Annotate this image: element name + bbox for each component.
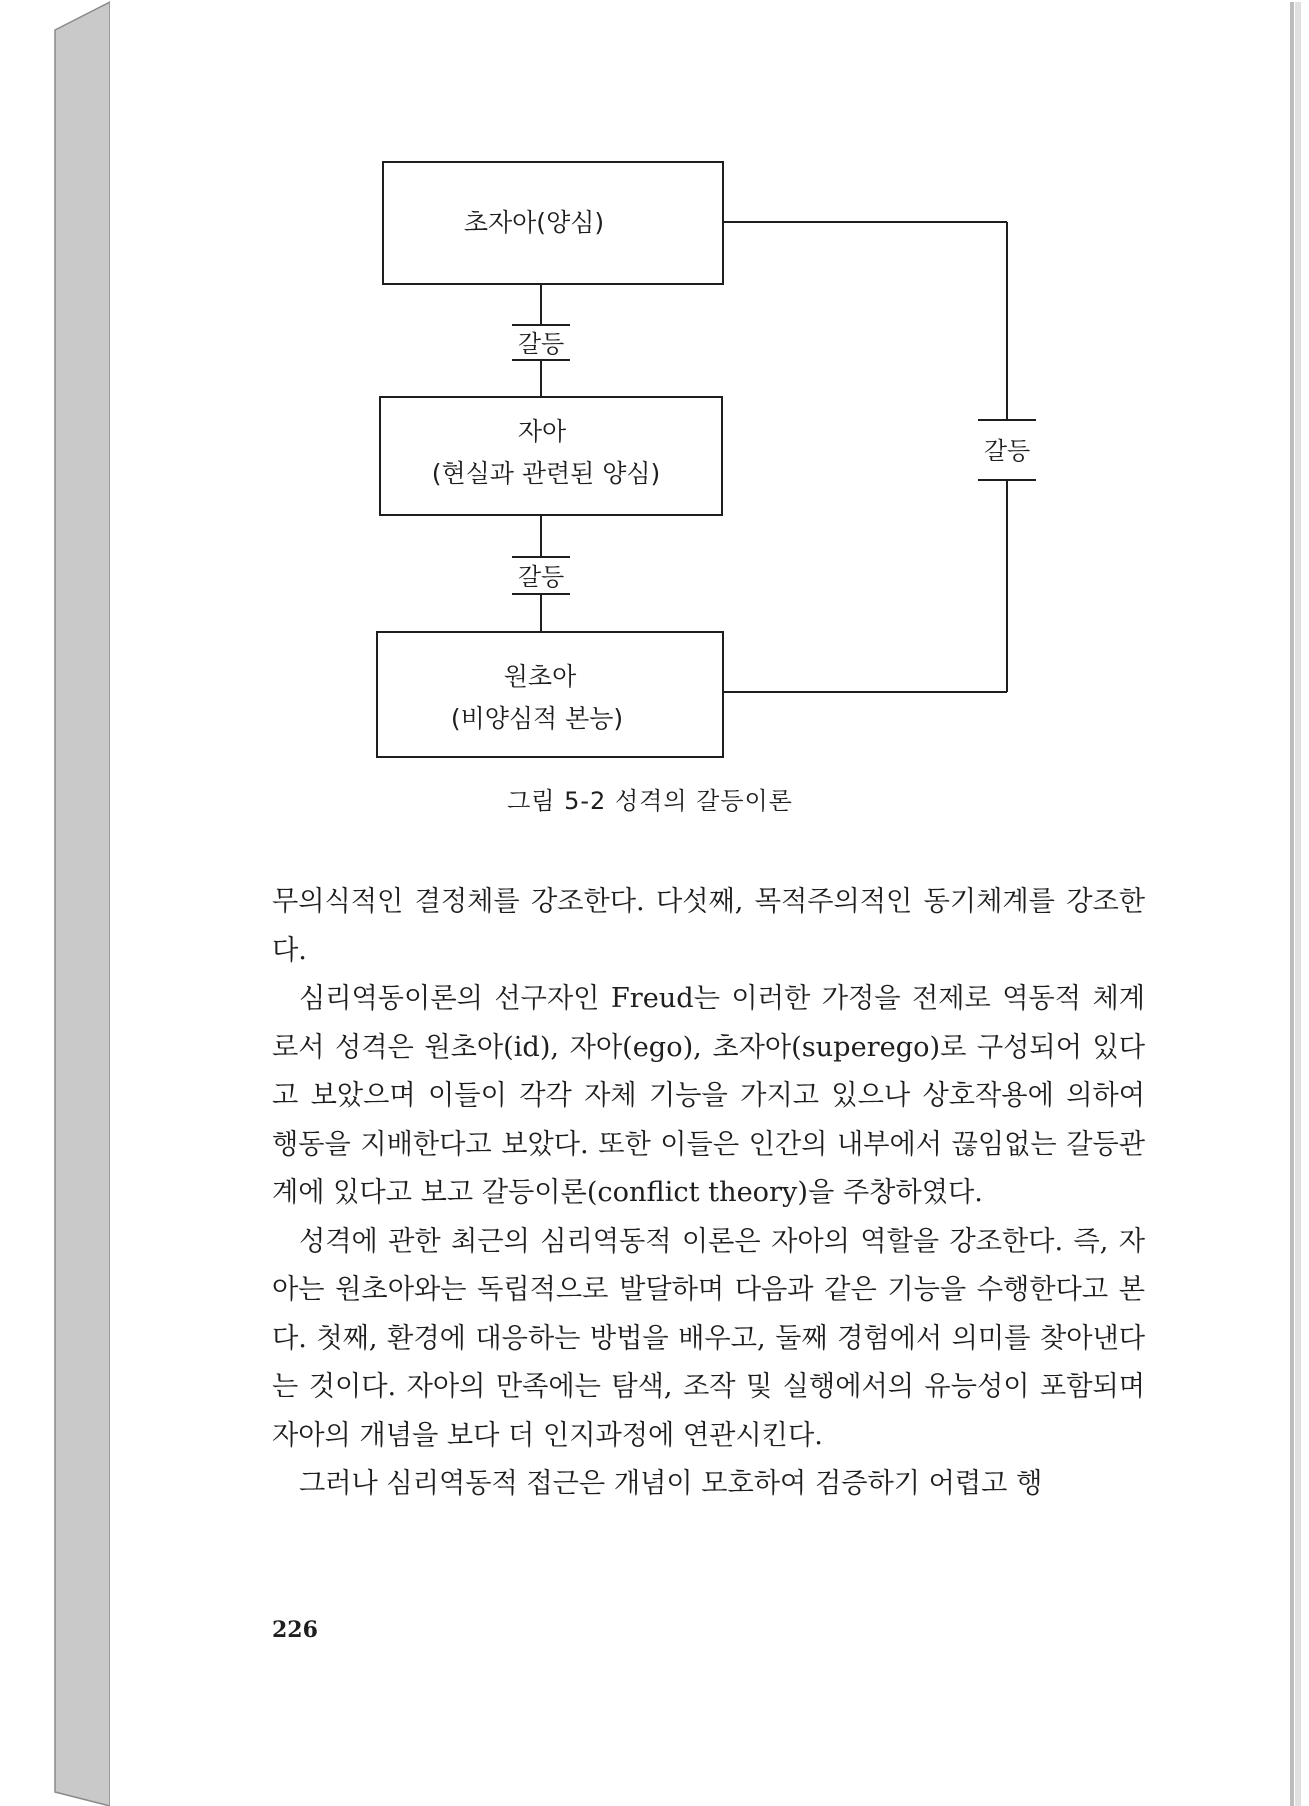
paragraph: 무의식적인 결정체를 강조한다. 다섯째, 목적주의적인 동기체계를 강조한다. — [272, 886, 1145, 966]
paragraph: 성격에 관한 최근의 심리역동적 이론은 자아의 역할을 강조한다. 즉, 자아는 원초아와는 독립적으로 발달하며 다음과 같은 기능을 수행한다고 본다. 첫째, 환경에 대응하는 방법을 배우고, 둘째 경험에서 의미를 찾아낸다는 것이다. 자아의 만족에는 탐색, 조작 및 실행에서의 유능성이 포함되며 자아의 개념을 보다 더 인지과정에 연관시킨다. — [272, 1225, 1145, 1451]
superego-label: 초자아(양심) — [463, 208, 605, 237]
paragraph: 그러나 심리역동적 접근은 개념이 모호하여 검증하기 어렵고 행 — [299, 1468, 1043, 1499]
figure-caption: 그림 5-2 성격의 갈등이론 — [507, 787, 793, 815]
id-sublabel: (비양심적 본능) — [450, 704, 624, 733]
body-text — [272, 878, 1145, 1509]
id-label: 원초아 — [503, 662, 577, 691]
conflict-label-right: 갈등 — [983, 437, 1031, 465]
conflict-label-upper: 갈등 — [517, 330, 565, 358]
ego-box — [380, 397, 722, 515]
page-number: 226 — [272, 1617, 318, 1643]
ego-label: 자아 — [517, 417, 567, 446]
ego-sublabel: (현실과 관련된 양심) — [431, 459, 661, 488]
id-box — [377, 632, 723, 757]
paragraph: 심리역동이론의 선구자인 Freud는 이러한 가정을 전제로 역동적 체계로서 성격은 원초아(id), 자아(ego), 초자아(superego)로 구성되어 있다고 보았으며 이들이 각각 자체 기능을 가지고 있으나 상호작용에 의하여 행동을 지배한다고 보았다. 또한 이들은 인간의 내부에서 끊임없는 갈등관계에 있다고 보고 갈등이론(conflict theory)을 주창하였다. — [272, 983, 1145, 1208]
conflict-label-lower: 갈등 — [517, 563, 565, 591]
conflict-diagram — [0, 0, 1309, 800]
